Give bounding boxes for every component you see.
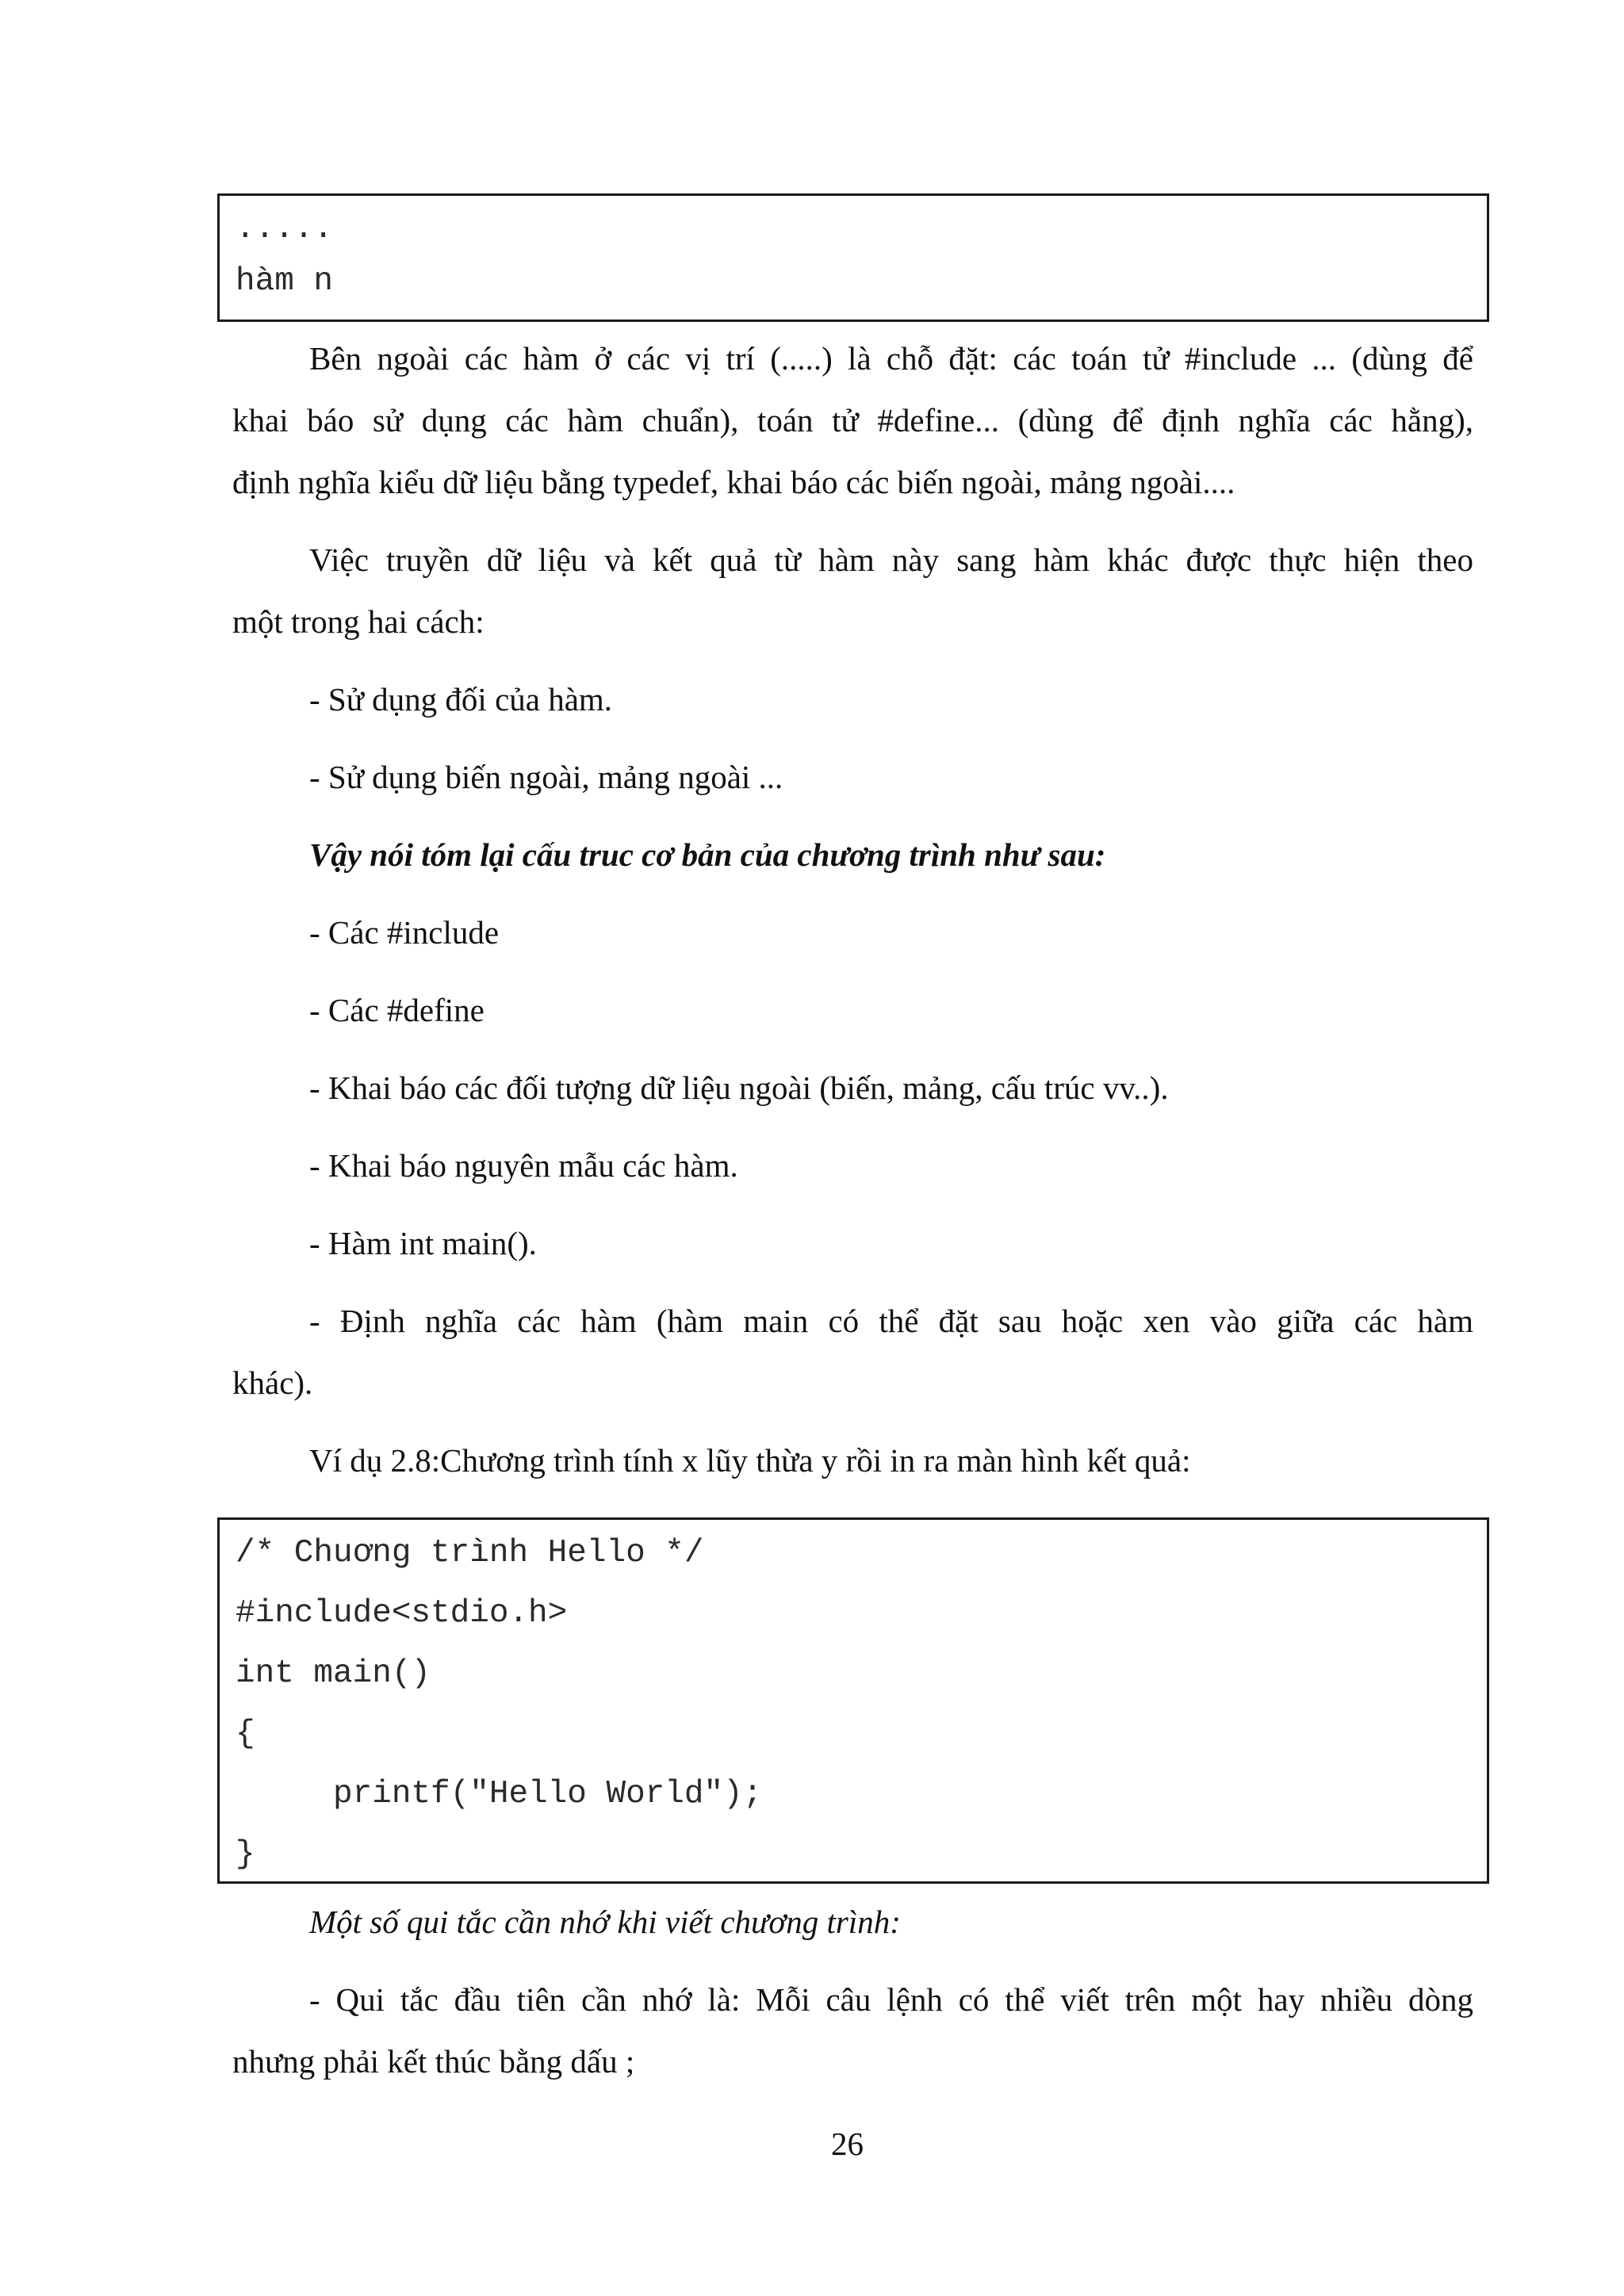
paragraph-line: một trong hai cách: [232,603,485,640]
rule-line: - Qui tắc đầu tiên cần nhớ là: Mỗi câu lệnh có thể viết trên một hay nhiều dòng [309,1981,1473,2018]
structure-item-continuation: khác). [232,1364,313,1401]
paragraph-line: Bên ngoài các hàm ở các vị trí (.....) là chỗ đặt: các toán tử #include ... (dùng để [309,340,1473,377]
example-caption: Ví dụ 2.8:Chương trình tính x lũy thừa y rồi in ra màn hình kết quả: [309,1442,1191,1479]
structure-item: - Khai báo các đối tượng dữ liệu ngoài (biến, mảng, cấu trúc vv..). [309,1070,1169,1106]
code-line: ..... [236,211,334,247]
section-heading: Vậy nói tóm lại cấu truc cơ bản của chương trình như sau: [309,836,1106,873]
bullet-item: - Sử dụng đối của hàm. [309,681,613,718]
structure-item: - Định nghĩa các hàm (hàm main có thể đặt sau hoặc xen vào giữa các hàm [309,1303,1473,1339]
paragraph-line: Việc truyền dữ liệu và kết quả từ hàm này sang hàm khác được thực hiện theo [309,541,1473,578]
code-line: } [236,1836,255,1873]
rules-heading: Một số qui tắc cần nhớ khi viết chương trình: [309,1904,901,1940]
code-line: #include<stdio.h> [236,1595,568,1632]
structure-item: - Hàm int main(). [309,1225,537,1261]
example-code-box [217,1517,1489,1884]
bullet-item: - Sử dụng biến ngoài, mảng ngoài ... [309,759,783,795]
code-line: { [236,1716,255,1752]
code-line: /* Chuơng trình Hello */ [236,1535,704,1571]
code-line: printf("Hello World"); [236,1776,763,1812]
structure-item: - Các #include [309,914,500,951]
paragraph-line: định nghĩa kiểu dữ liệu bằng typedef, khai báo các biến ngoài, mảng ngoài.... [232,464,1235,500]
structure-item: - Khai báo nguyên mẫu các hàm. [309,1147,738,1184]
code-line: hàm n [236,263,334,300]
code-fragment-box [217,193,1489,322]
code-line: int main() [236,1655,431,1692]
rule-line: nhưng phải kết thúc bằng dấu ; [232,2043,635,2080]
page-number: 26 [831,2126,864,2162]
paragraph-line: khai báo sử dụng các hàm chuẩn), toán tử #define... (dùng để định nghĩa các hằng), [232,402,1473,438]
structure-item: - Các #define [309,992,485,1028]
